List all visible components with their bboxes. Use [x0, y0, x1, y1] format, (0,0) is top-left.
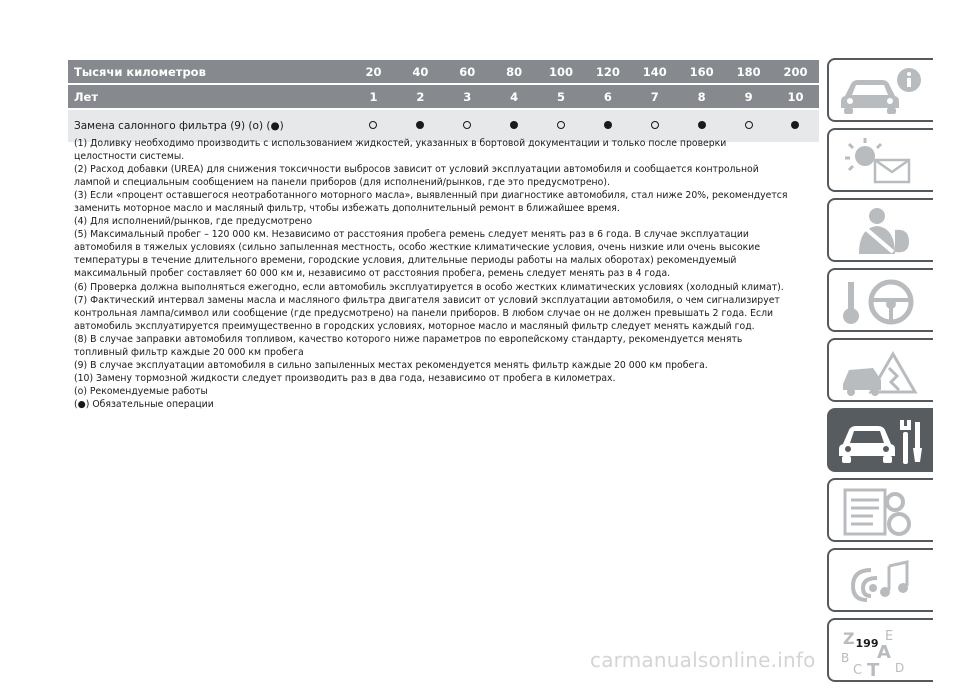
recommended-mark: [557, 121, 565, 129]
recommended-mark: [745, 121, 753, 129]
technical-data-icon: [837, 486, 927, 538]
km-cell: 40: [412, 64, 429, 79]
mark-cell: [538, 120, 585, 132]
year-cell: 1: [369, 89, 378, 104]
year-cell: 8: [697, 89, 706, 104]
footnotes: [74, 137, 819, 411]
tab-multimedia[interactable]: [827, 548, 933, 612]
tab-maintenance[interactable]: [827, 408, 933, 472]
note-line: максимальный пробег составляет 60 000 км и, независимо от расстояния пробега, ремень следует менять раз в 4 года.: [74, 268, 671, 280]
safety-belt-icon: [837, 206, 927, 258]
chapter-tabs: [827, 58, 933, 688]
recommended-mark: [651, 121, 659, 129]
tab-car-info[interactable]: [827, 58, 933, 122]
mandatory-mark: [791, 121, 799, 129]
mark-cell: [350, 120, 397, 132]
recommended-mark: [463, 121, 471, 129]
years-header-label: Лет: [74, 89, 99, 104]
year-cell: 9: [744, 89, 753, 104]
maintenance-table: [68, 60, 819, 142]
km-cell: 80: [506, 64, 523, 79]
note-line: топливный фильтр каждые 20 000 км пробега: [74, 346, 304, 358]
note-line: (8) В случае заправки автомобиля топливом, качество которого ниже параметров по европейскому стандарту, рекомендуется менять: [74, 333, 743, 345]
note-line: (3) Если «процент оставшегося неотработанного моторного масла», выявленный при диагностике автомобиля, стал ниже 20%, рекомендуется: [74, 190, 788, 202]
key-steering-icon: [837, 276, 927, 328]
km-cell: 160: [689, 64, 714, 79]
note-line: (2) Расход добавки (UREA) для снижения токсичности выбросов зависит от условий эксплуатации автомобиля и сообщается контрольной: [74, 164, 759, 176]
index-letter: B: [841, 651, 850, 665]
note-line: (о) Рекомендуемые работы: [74, 385, 208, 397]
mark-cell: [584, 120, 631, 132]
year-cell: 5: [557, 89, 566, 104]
note-line: температуры в течение длительного времени, городские условия, длительные периоды работы на малых оборотах) рекомендуемый: [74, 255, 737, 267]
note-line: (7) Фактический интервал замены масла и масляного фильтра двигателя зависит от условий эксплуатации автомобиля, о чем сигнализирует: [74, 294, 780, 306]
tab-warning-lights[interactable]: [827, 128, 933, 192]
km-header-label: Тысячи километров: [74, 64, 206, 79]
km-cell: 100: [549, 64, 574, 79]
alphabetical-index-icon: [837, 626, 927, 678]
mark-cell: [678, 120, 725, 132]
tab-safety[interactable]: [827, 198, 933, 262]
warning-lights-icon: [837, 136, 927, 188]
index-letter: D: [895, 661, 905, 675]
tab-emergency[interactable]: [827, 338, 933, 402]
mark-cell: [772, 120, 819, 132]
km-cell: 180: [736, 64, 761, 79]
mandatory-mark: [510, 121, 518, 129]
note-line: (10) Замену тормозной жидкости следует производить раз в два года, независимо от пробега в километрах.: [74, 372, 616, 384]
car-maintenance-icon: [837, 416, 927, 468]
year-cell: 7: [650, 89, 659, 104]
recommended-mark: [369, 121, 377, 129]
note-line: (4) Для исполнений/рынков, где предусмотрено: [74, 216, 313, 228]
year-cell: 2: [416, 89, 425, 104]
note-line: лампой и специальным сообщением на панели приборов (для исполнений/рынков, где это предусмотрено).: [74, 177, 610, 189]
mark-cell: [444, 120, 491, 132]
emergency-icon: [837, 346, 927, 398]
tab-technical-data[interactable]: [827, 478, 933, 542]
year-cell: 3: [463, 89, 472, 104]
year-cell: 6: [603, 89, 612, 104]
km-cell: 120: [595, 64, 620, 79]
watermark: carmanualsonline.info: [590, 648, 816, 672]
mark-cell: [397, 120, 444, 132]
note-line: (9) В случае эксплуатации автомобиля в сильно запыленных местах рекомендуется менять фильтр каждые 20 000 км пробега.: [74, 359, 708, 371]
km-header-row: [68, 60, 819, 83]
index-letter: E: [885, 629, 894, 644]
mark-cell: [725, 120, 772, 132]
tab-index[interactable]: [827, 618, 933, 682]
note-line: (1) Доливку необходимо производить с использованием жидкостей, указанных в бортовой документации и только после проверки: [74, 138, 727, 149]
row-label: Замена салонного фильтра (9) (о) (●): [74, 120, 284, 132]
note-line: заменить моторное масло и масляный фильтр, чтобы избежать дополнительный ремонт в ближайшее время.: [74, 203, 620, 215]
note-line: автомобиля в тяжелых условиях (сильно запыленная местность, особо жесткие климатические условия, очень низкие или очень высокие: [74, 242, 761, 254]
note-line: (5) Максимальный пробег – 120 000 км. Независимо от расстояния пробега ремень следует менять раз в 6 года. В случае эксплуатации: [74, 229, 749, 241]
note-line: (6) Проверка должна выполняться ежегодно, если автомобиль эксплуатируется в особо жестких климатических условиях (холодный климат).: [74, 281, 784, 293]
mandatory-mark: [604, 121, 612, 129]
index-letter: T: [867, 660, 880, 678]
tab-start-drive[interactable]: [827, 268, 933, 332]
km-cell: 140: [642, 64, 667, 79]
mark-cell: [491, 120, 538, 132]
note-line: (●) Обязательные операции: [74, 398, 214, 410]
note-line: контрольная лампа/символ или сообщение (где предусмотрено) на панели приборов. В любом случае он не должен превышать 2 года. Если: [74, 307, 774, 319]
index-letter: Z: [843, 629, 855, 648]
mandatory-mark: [698, 121, 706, 129]
year-cell: 4: [510, 89, 519, 104]
index-letter: A: [877, 642, 891, 663]
note-line: целостности системы.: [74, 151, 185, 163]
km-cell: 20: [365, 64, 382, 79]
km-cell: 200: [783, 64, 808, 79]
note-line: автомобиль эксплуатируется преимущественно в городских условиях, моторное масло и масляный фильтр следует менять каждый год.: [74, 320, 755, 332]
index-letter: C: [853, 663, 863, 678]
mark-cell: [631, 120, 678, 132]
page-number: 199: [855, 637, 879, 650]
multimedia-icon: [837, 556, 927, 608]
years-header-row: [68, 85, 819, 108]
car-info-icon: [837, 66, 927, 118]
km-cell: 60: [459, 64, 476, 79]
mandatory-mark: [416, 121, 424, 129]
year-cell: 10: [787, 89, 804, 104]
